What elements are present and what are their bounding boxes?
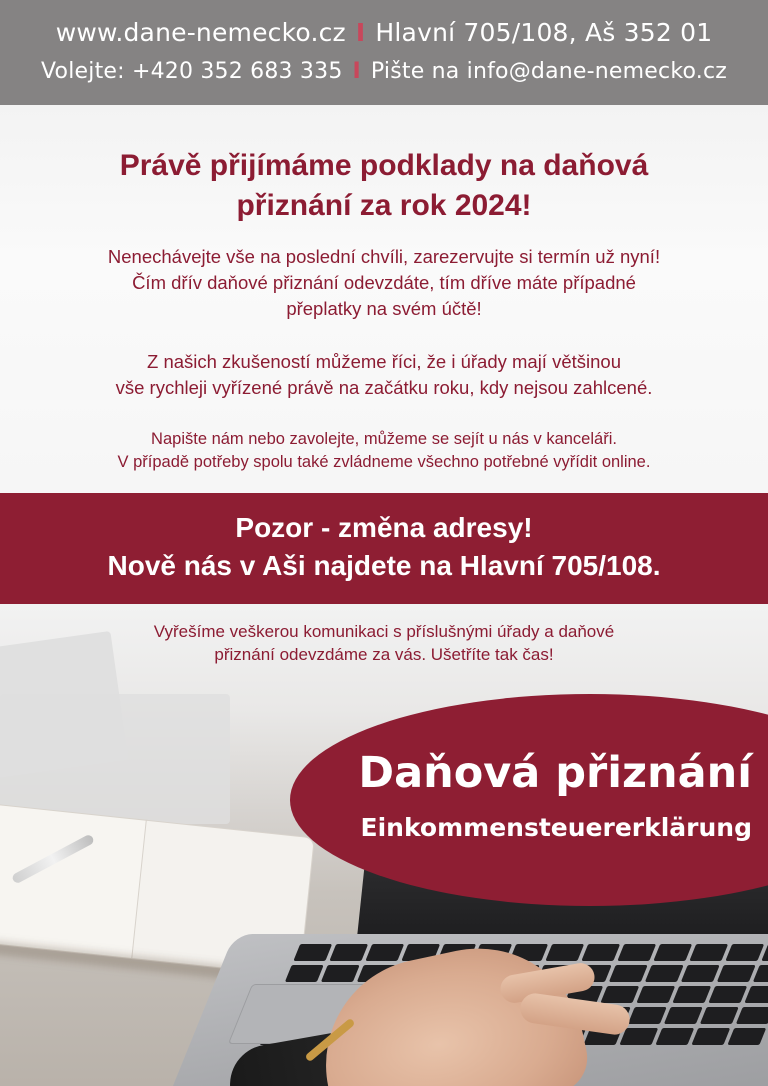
header-separator: I xyxy=(352,59,361,84)
keyboard-key xyxy=(744,986,768,1003)
keyboard-key xyxy=(645,965,684,982)
keyboard-key xyxy=(725,944,764,961)
intro-paragraph xyxy=(0,244,768,322)
header-line-website-address xyxy=(0,18,768,47)
keyboard-key xyxy=(727,1028,766,1045)
website-link[interactable]: www.dane-nemecko.cz xyxy=(55,18,346,47)
contact-paragraph xyxy=(0,428,768,474)
paragraph-line: vše rychleji vyřízené právě na začátku roku, kdy nejsou zahlcené. xyxy=(115,377,653,398)
office-address: Hlavní 705/108, Aš 352 01 xyxy=(375,18,713,47)
keyboard-key xyxy=(329,944,368,961)
keyboard-key xyxy=(672,986,711,1003)
keyboard-key xyxy=(619,1028,658,1045)
paragraph-line: Z našich zkušeností můžeme říci, že i úřady mají většinou xyxy=(147,351,621,372)
keyboard-key xyxy=(321,965,360,982)
keyboard-key xyxy=(581,944,620,961)
keyboard-key xyxy=(628,1007,667,1024)
keyboard-key xyxy=(753,965,768,982)
contact-header xyxy=(0,0,768,105)
address-change-banner xyxy=(0,493,768,604)
paragraph-line: Čím dřív daňové přiznání odevzdáte, tím dříve máte případné xyxy=(132,272,636,293)
service-paragraph xyxy=(0,620,768,666)
banner-line: Pozor - změna adresy! xyxy=(235,512,533,543)
keyboard-key xyxy=(293,944,332,961)
paragraph-line: Vyřešíme veškerou komunikaci s příslušnými úřady a daňové xyxy=(153,622,615,641)
keyboard-key xyxy=(736,1007,768,1024)
keyboard-key xyxy=(636,986,675,1003)
keyboard-key xyxy=(689,944,728,961)
keyboard-key xyxy=(681,965,720,982)
keyboard-key xyxy=(609,965,648,982)
keyboard-key xyxy=(708,986,747,1003)
experience-paragraph xyxy=(0,349,768,401)
paragraph-line: Napište nám nebo zavolejte, můžeme se sejít u nás v kanceláři. xyxy=(151,430,617,448)
phone-number[interactable]: Volejte: +420 352 683 335 xyxy=(41,59,343,84)
keyboard-key xyxy=(545,944,584,961)
keyboard-key xyxy=(717,965,756,982)
document-sheet xyxy=(0,694,230,824)
keyboard-key xyxy=(664,1007,703,1024)
paragraph-line: přiznání odevzdáme za vás. Ušetříte tak čas! xyxy=(214,645,554,664)
keyboard-key xyxy=(700,1007,739,1024)
keyboard-key xyxy=(655,1028,694,1045)
badge-subtitle: Einkommensteuererklärung xyxy=(360,813,752,842)
keyboard-key xyxy=(365,944,404,961)
email-address[interactable]: Pište na info@dane-nemecko.cz xyxy=(370,59,727,84)
headline-line: přiznání za rok 2024! xyxy=(236,189,532,222)
main-headline xyxy=(0,146,768,226)
banner-line: Nově nás v Aši najdete na Hlavní 705/108. xyxy=(107,550,661,581)
paragraph-line: Nenechávejte vše na poslední chvíli, zarezervujte si termín už nyní! xyxy=(107,246,661,267)
paragraph-line: přeplatky na svém účtě! xyxy=(286,298,482,319)
headline-line: Právě přijímáme podklady na daňová xyxy=(119,149,649,182)
keyboard-key xyxy=(653,944,692,961)
keyboard-key xyxy=(617,944,656,961)
badge-title: Daňová přiznání xyxy=(358,748,752,798)
paragraph-line: V případě potřeby spolu také zvládneme všechno potřebné vyřídit online. xyxy=(117,453,651,471)
keyboard-key xyxy=(285,965,324,982)
keyboard-key xyxy=(691,1028,730,1045)
keyboard-key xyxy=(600,986,639,1003)
header-line-phone-email xyxy=(0,59,768,84)
header-separator: I xyxy=(355,18,366,47)
